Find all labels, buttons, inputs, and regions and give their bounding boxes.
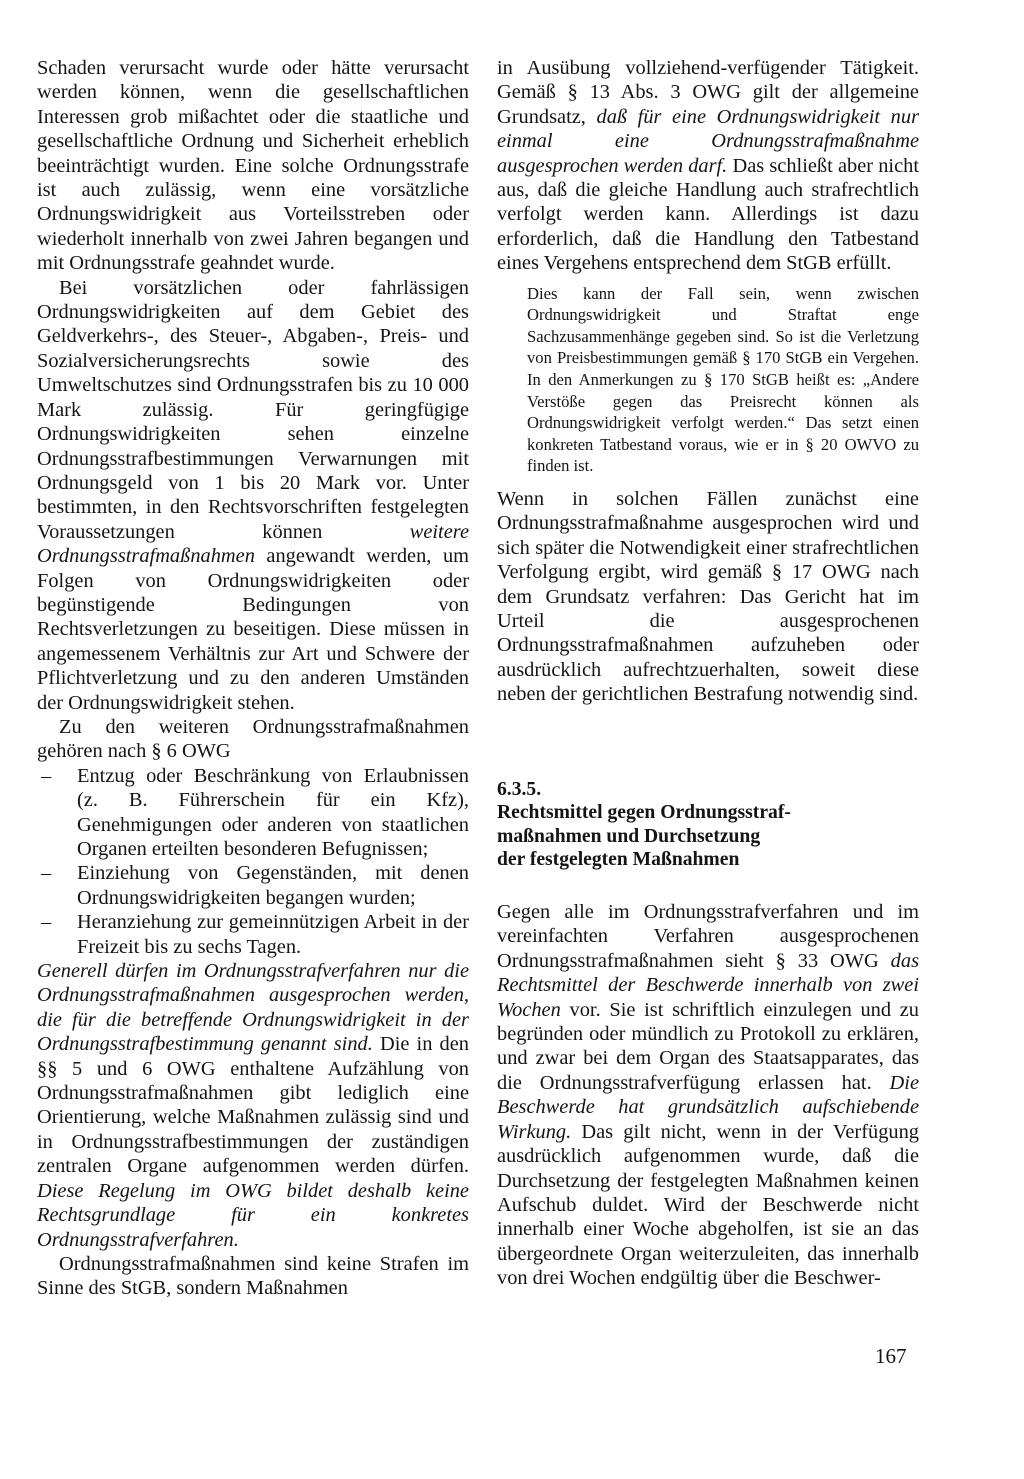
list-item: – Entzug oder Beschränkung von Erlaubnissen (z. B. Führerschein für ein Kfz), Genehmigungen oder anderen von staatlichen Organen erteilten besonderen Befugnissen; xyxy=(37,764,469,862)
text-run: Gegen alle im Ordnungsstrafverfahren und im vereinfachten Verfahren ausgesprochenen Ordnungsstrafmaßnahmen sieht § 33 OWG xyxy=(497,901,919,972)
paragraph xyxy=(37,959,469,1252)
paragraph: Ordnungsstrafmaßnahmen sind keine Strafen im Sinne des StGB, sondern Maßnahmen xyxy=(37,1252,469,1300)
paragraph: Zu den weiteren Ordnungsstrafmaßnahmen gehören nach § 6 OWG xyxy=(37,715,469,763)
paragraph xyxy=(497,56,919,276)
paragraph xyxy=(37,276,469,715)
text-run: angewandt werden, um Folgen von Ordnungswidrigkeiten oder begünstigende Bedingungen von Rechtsverletzungen zu beseitigen. Diese müssen in angemessenem Verhältnis zur Art und Schwere der Pflichtverletzung und zu den anderen Umständen der Ordnungswidrigkeit stehen. xyxy=(37,545,469,714)
paragraph: Wenn in solchen Fällen zunächst eine Ordnungsstrafmaßnahme ausgesprochen wird und sich später die Notwendigkeit einer strafrechtlichen Verfolgung ergibt, wird gemäß § 17 OWG nach dem Grundsatz verfahren: Das Gericht hat im Urteil die ausgesprochenen Ordnungsstrafmaßnahmen aufzuheben oder ausdrücklich aufrechtzuerhalten, soweit diese neben der gerichtlichen Bestrafung notwendig sind. xyxy=(497,488,919,706)
emphasis: Generell dürfen im Ordnungsstrafverfahren nur die Ordnungsstrafmaßnahmen ausgesprochen werden, die für die betreffende Ordnungswidrigkeit in der Ordnungsstrafbestimmung genannt sind. xyxy=(37,960,469,1056)
emphasis: das Rechtsmittel der Beschwerde innerhalb von zwei Wochen xyxy=(497,949,919,1021)
list-item: – Einziehung von Gegenständen, mit denen Ordnungswidrigkeiten begangen wurden; xyxy=(37,861,469,910)
text-run: Das schließt aber nicht aus, daß die gleiche Handlung auch strafrechtlich verfolgt werden kann. Allerdings ist dazu erforderlich, daß die Handlung den Tatbestand eines Vergehens entsprechend dem StGB erfüllt. xyxy=(497,154,920,275)
text-run: Bei vorsätzlichen oder fahrlässigen Ordnungswidrigkeiten auf dem Gebiet des Geldverkehrs-, des Steuer-, Abgaben-, Preis- und Sozialversicherungsrechts sowie des Umweltschutzes sind Ordnungsstrafen bis zu 10 000 Mark zulässig. Für geringfügige Ordnungswidrigkeiten sehen einzelne Ordnungsstrafbestimmungen Verwarnungen mit Ordnungsgeld von 1 bis 20 Mark vor. Unter bestimmten, in den Rechtsvorschriften festgelegten Voraussetzungen können xyxy=(37,276,469,543)
note-paragraph: Dies kann der Fall sein, wenn zwischen Ordnungswidrigkeit und Straftat enge Sachzusammenhänge gegeben sind. So ist die Verletzung von Preisbestimmungen gemäß § 170 StGB ein Vergehen. In den Anmerkungen zu § 170 StGB heißt es: „Andere Verstöße gegen das Preisrecht können als Ordnungswidrigkeit verfolgt werden.“ Das setzt einen konkreten Tatbestand voraus, wie er in § 20 OWVO zu finden ist. xyxy=(527,283,919,476)
text-run: Das gilt nicht, wenn in der Verfügung ausdrücklich aufgenommen wurde, daß die Durchsetzung der festgelegten Maßnahmen keinen Aufschub duldet. Wird der Beschwerde nicht innerhalb einer Woche abgeholfen, ist sie an das übergeordnete Organ weiterzuleiten, das innerhalb von drei Wochen endgültig über die Beschwer- xyxy=(497,1120,919,1290)
paragraph: Schaden verursacht wurde oder hätte verursacht werden können, wenn die gesellschaftlichen Interessen grob mißachtet oder die staatliche und gesellschaftliche Ordnung und Sicherheit erheblich beeinträchtigt wurden. Eine solche Ordnungsstrafe ist auch zulässig, wenn eine vorsätzliche Ordnungswidrigkeit aus Vorteilsstreben oder wiederholt innerhalb von zwei Jahren begangen und mit Ordnungsstrafe geahndet wurde. xyxy=(37,57,469,275)
left-column xyxy=(37,56,469,1301)
emphasis: daß für eine Ordnungswidrigkeit nur einmal eine Ordnungsstrafmaßnahme ausgesprochen werden darf. xyxy=(497,105,920,177)
section-title: Rechtsmittel gegen Ordnungsstraf- maßnahmen und Durchsetzung der festgelegten Maßnahmen xyxy=(497,802,791,871)
emphasis: Die Beschwerde hat grundsätzlich aufschiebende Wirkung. xyxy=(497,1071,919,1143)
section-heading xyxy=(497,778,919,872)
paragraph xyxy=(497,900,919,1291)
section-number: 6.3.5. xyxy=(497,778,542,800)
text-run: vor. Sie ist schriftlich einzulegen und zu begründen oder mündlich zu Protokoll zu erklären, und zwar bei dem Organ des Staatsapparates, das die Ordnungsstrafverfügung erlassen hat. xyxy=(497,998,919,1094)
text-run: Die in den §§ 5 und 6 OWG enthaltene Aufzählung von Ordnungsstrafmaßnahmen gibt lediglich eine Orientierung, welche Maßnahmen zulässig sind und in Ordnungsstrafbestimmungen der zuständigen zentralen Organe aufgenommen werden dürfen. xyxy=(37,1033,469,1178)
measures-list xyxy=(37,764,469,959)
emphasis: Diese Regelung im OWG bildet deshalb keine Rechtsgrundlage für ein konkretes Ordnungsstrafverfahren. xyxy=(37,1179,469,1251)
right-column xyxy=(497,56,919,1291)
page-number: 167 xyxy=(875,1344,907,1368)
list-item: – Heranziehung zur gemeinnützigen Arbeit in der Freizeit bis zu sechs Tagen. xyxy=(37,910,469,959)
text-run: in Ausübung vollziehend-verfügender Tätigkeit. Gemäß § 13 Abs. 3 OWG gilt der allgemeine Grundsatz, xyxy=(497,57,919,128)
emphasis: weitere Ordnungsstrafmaßnahmen xyxy=(37,520,469,568)
